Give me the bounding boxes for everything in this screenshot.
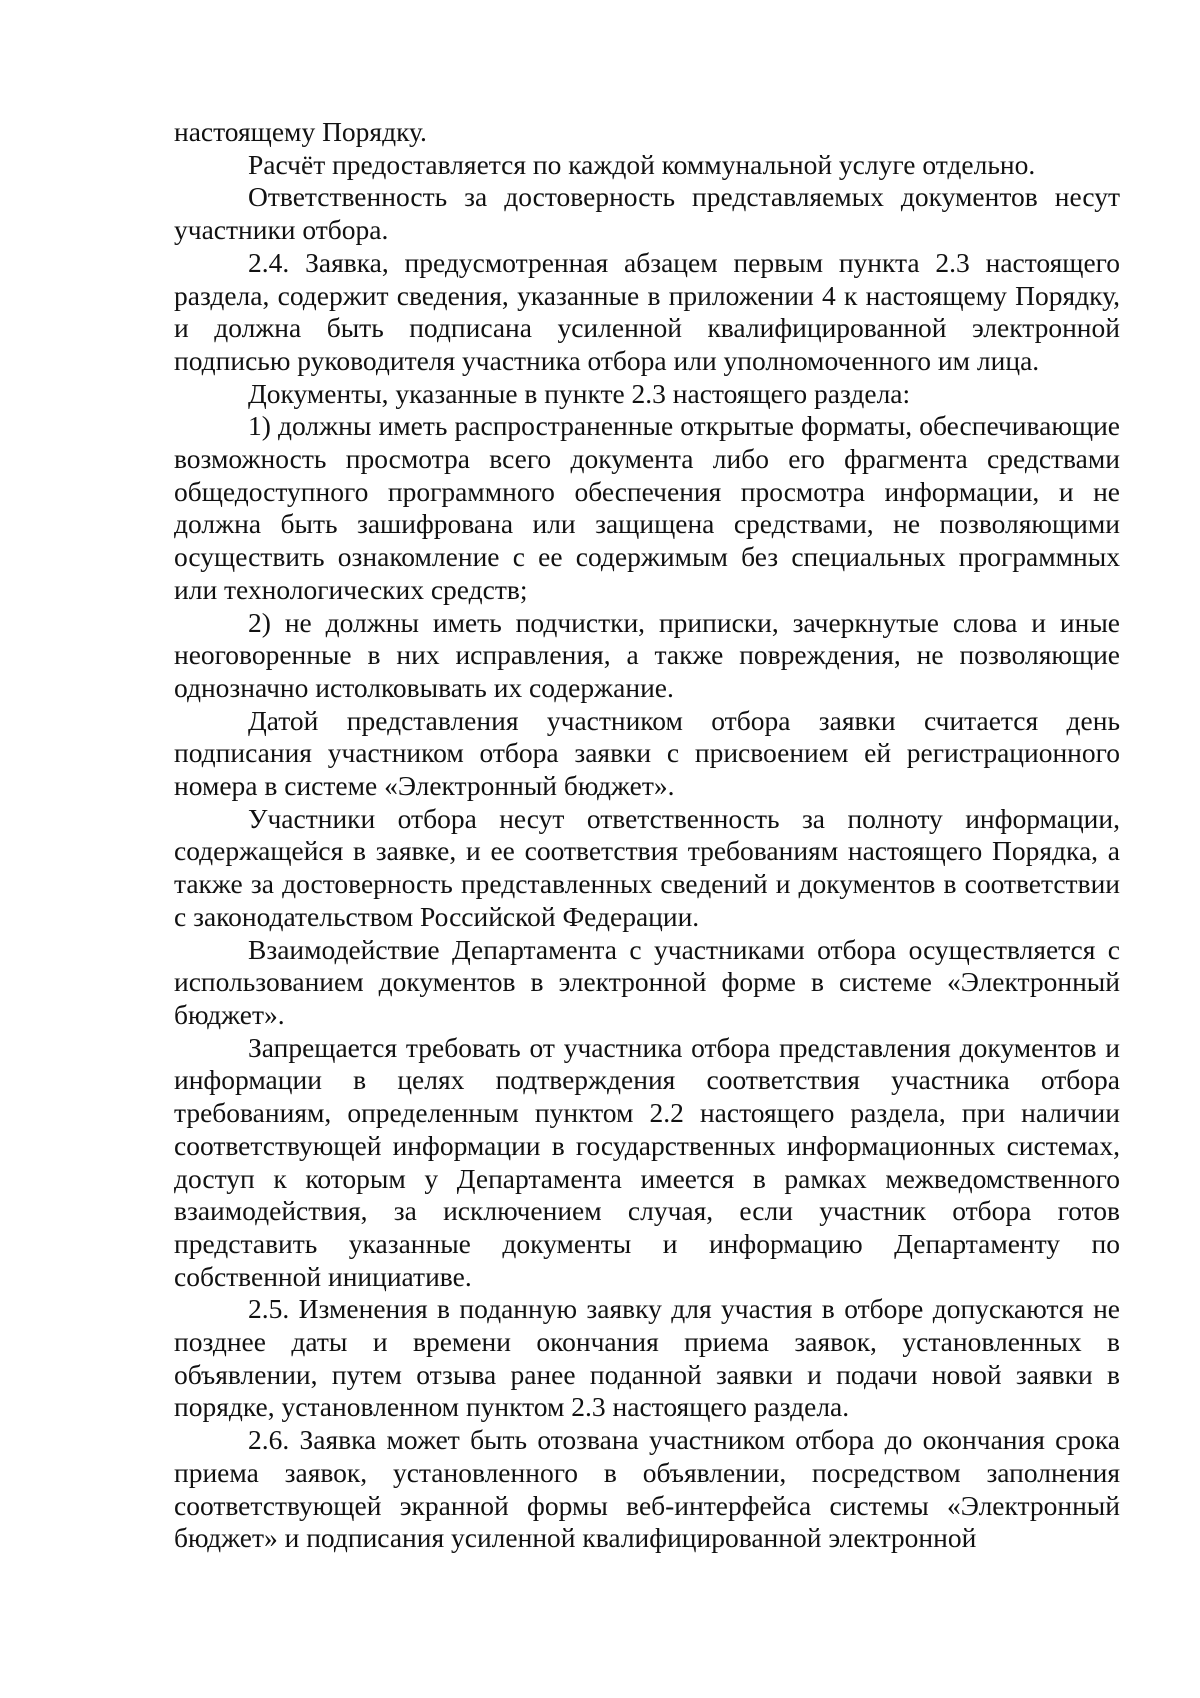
paragraph-calculation: Расчёт предоставляется по каждой коммунальной услуге отдельно. xyxy=(248,148,1036,180)
paragraph-interaction: Взаимодействие Департамента с участниками отбора осуществляется с использованием документов в электронной форме в системе «Электронный бюджет». xyxy=(174,933,1120,1030)
paragraph-2-6: 2.6. Заявка может быть отозвана участником отбора до окончания срока приема заявок, установленного в объявлении, посредством заполнения соответствующей экранной формы веб-интерфейса системы «Электронный бюджет» и подписания усиленной квалифицированной электронной xyxy=(174,1424,1120,1554)
paragraph-2-5: 2.5. Изменения в поданную заявку для участия в отборе допускаются не позднее даты и времени окончания приема заявок, установленных в объявлении, путем отзыва ранее поданной заявки и подачи новой заявки в порядке, установленном пунктом 2.3 настоящего раздела. xyxy=(174,1293,1120,1423)
paragraph-responsibility: Ответственность за достоверность представляемых документов несут участники отбора. xyxy=(174,181,1120,246)
paragraph-prohibition: Запрещается требовать от участника отбора представления документов и информации в целях подтверждения соответствия участника отбора требованиям, определенным пунктом 2.2 настоящего раздела, при наличии соответствующей информации в государственных информационных системах, доступ к которым у Департамента имеется в рамках межведомственного взаимодействия, за исключением случая, если участник отбора готов представить указанные документы и информацию Департаменту по собственной инициативе. xyxy=(174,1031,1120,1292)
paragraph-item-1: 1) должны иметь распространенные открытые форматы, обеспечивающие возможность просмотра всего документа либо его фрагмента средствами общедоступного программного обеспечения просмотра информации, и не должна быть зашифрована или защищена средствами, не позволяющими осуществить ознакомление с ее содержимым без специальных программных или технологических средств; xyxy=(174,410,1120,605)
paragraph-participant-responsibility: Участники отбора несут ответственность за полноту информации, содержащейся в заявке, и ее соответствия требованиям настоящего Порядка, а также за достоверность представленных сведений и документов в соответствии с законодательством Российской Федерации. xyxy=(174,802,1120,932)
paragraph-2-4: 2.4. Заявка, предусмотренная абзацем первым пункта 2.3 настоящего раздела, содержит сведения, указанные в приложении 4 к настоящему Порядку, и должна быть подписана усиленной квалифицированной электронной подписью руководителя участника отбора или уполномоченного им лица. xyxy=(174,246,1120,376)
paragraph-continuation: настоящему Порядку. xyxy=(174,116,427,147)
paragraph-item-2: 2) не должны иметь подчистки, приписки, зачеркнутые слова и иные неоговоренные в них исправления, а также повреждения, не позволяющие однозначно истолковывать их содержание. xyxy=(174,606,1120,703)
document-body xyxy=(174,116,1120,1555)
paragraph-documents-intro: Документы, указанные в пункте 2.3 настоящего раздела: xyxy=(248,377,911,409)
paragraph-submission-date: Датой представления участником отбора заявки считается день подписания участником отбора заявки с присвоением ей регистрационного номера в системе «Электронный бюджет». xyxy=(174,704,1120,802)
